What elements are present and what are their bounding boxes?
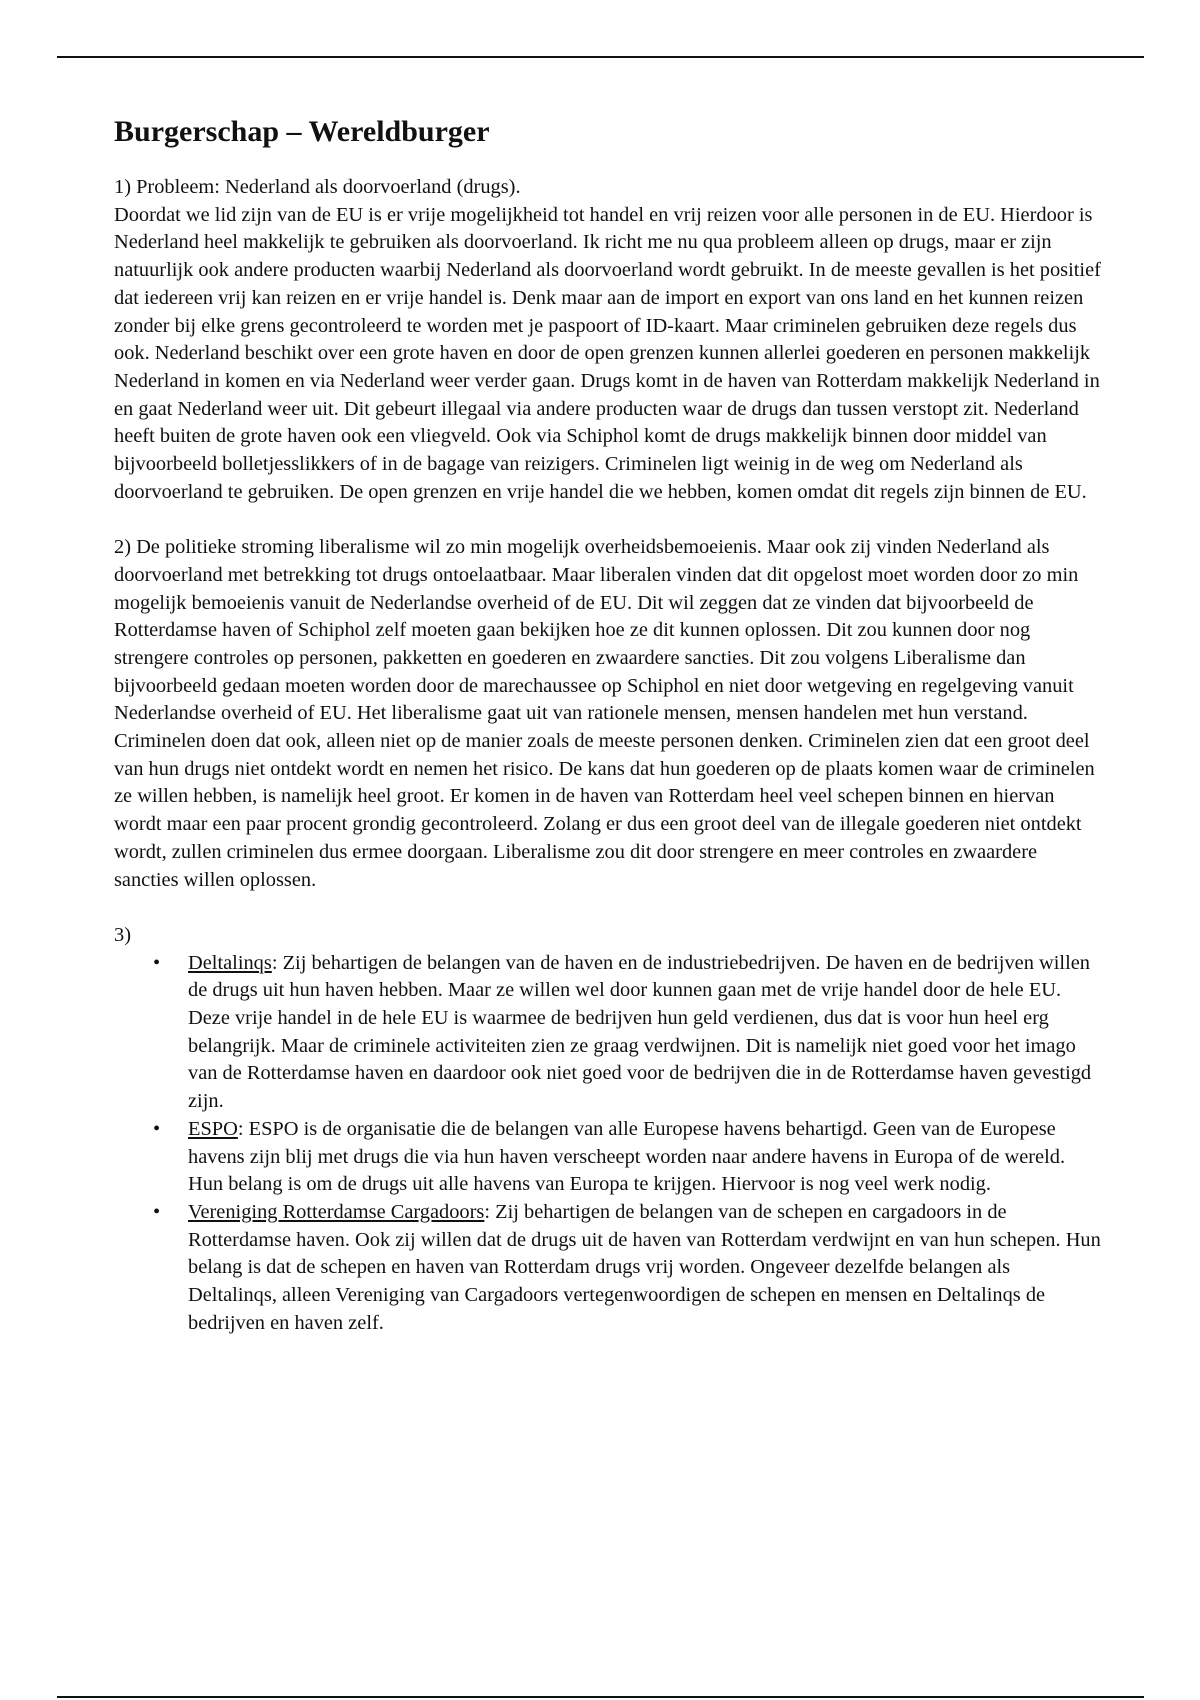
list-item-text: : ESPO is de organisatie die de belangen van alle Europese havens behartigd. Geen van de Europese havens zijn blij met drugs die via hun haven verscheept worden naar andere havens in Europa of de wereld. Hun belang is om de drugs uit alle havens van Europa te krijgen. Hiervoor is nog veel werk nodig.	[188, 1117, 1066, 1196]
stakeholder-list	[114, 950, 1104, 1338]
bullet-icon: •	[153, 1200, 161, 1223]
paragraph-gap	[114, 506, 1104, 534]
document-title: Burgerschap – Wereldburger	[114, 115, 490, 148]
document-body	[114, 112, 1104, 1338]
section-1-body: Doordat we lid zijn van de EU is er vrije mogelijkheid tot handel en vrij reizen voor alle personen in de EU. Hierdoor is Nederland heel makkelijk te gebruiken als doorvoerland. Ik richt me nu qua probleem alleen op drugs, maar er zijn natuurlijk ook andere producten waarbij Nederland als doorvoerland wordt gebruikt. In de meeste gevallen is het positief dat iedereen vrij kan reizen en er vrije handel is. Denk maar aan de import en export van ons land en het kunnen reizen zonder bij elke grens gecontroleerd te worden met je paspoort of ID-kaart. Maar criminelen gebruiken deze regels dus ook. Nederland beschikt over een grote haven en door de open grenzen kunnen allerlei goederen en personen makkelijk Nederland in komen en via Nederland weer verder gaan. Drugs komt in de haven van Rotterdam makkelijk Nederland in en gaat Nederland weer uit. Dit gebeurt illegaal via andere producten waar de drugs dan tussen verstopt zit. Nederland heeft buiten de grote haven ook een vliegveld. Ook via Schiphol komt de drugs makkelijk binnen door middel van bijvoorbeeld bolletjesslikkers of in de bagage van reizigers. Criminelen ligt weinig in de weg om Nederland als doorvoerland te gebruiken. De open grenzen en vrije handel die we hebben, komen omdat dit regels zijn binnen de EU.	[114, 203, 1101, 503]
list-item-text: : Zij behartigen de belangen van de haven en de industriebedrijven. De haven en de bedrijven willen de drugs uit hun haven hebben. Maar ze willen wel door kunnen gaan met de vrije handel door de hele EU. Deze vrije handel in de hele EU is waarmee de bedrijven hun geld verdienen, dus dat is voor hun heel erg belangrijk. Maar de criminele activiteiten zien ze graag verdwijnen. Dit is namelijk niet goed voor het imago van de Rotterdamse haven en daardoor ook niet goed voor de bedrijven die in de Rotterdamse haven gevestigd zijn.	[188, 951, 1092, 1113]
bullet-icon: •	[153, 1117, 161, 1140]
paragraph-gap	[114, 894, 1104, 922]
list-item-cargadoors	[114, 1199, 1104, 1338]
org-name-cargadoors: Vereniging Rotterdamse Cargadoors	[188, 1200, 485, 1223]
section-3-heading: 3)	[114, 923, 131, 946]
section-1-heading: 1) Probleem: Nederland als doorvoerland (drugs).	[114, 176, 521, 198]
list-item-espo	[114, 1116, 1104, 1199]
org-name-deltalinqs: Deltalinqs	[188, 951, 272, 974]
header-rule	[57, 56, 1144, 58]
bullet-icon: •	[153, 951, 161, 974]
org-name-espo: ESPO	[188, 1117, 238, 1140]
list-item-deltalinqs	[114, 950, 1104, 1116]
list-item-text: : Zij behartigen de belangen van de schepen en cargadoors in de Rotterdamse haven. Ook zij willen dat de drugs uit de haven van Rotterdam verdwijnt en van hun schepen. Hun belang is dat de schepen en haven van Rotterdam drugs vrij worden. Ongeveer dezelfde belangen als Deltalinqs, alleen Vereniging van Cargadoors vertegenwoordigen de schepen en mensen en Deltalinqs de bedrijven en haven zelf.	[188, 1200, 1101, 1334]
footer-rule	[57, 1696, 1144, 1698]
section-2-body: 2) De politieke stroming liberalisme wil zo min mogelijk overheidsbemoeienis. Maar ook zij vinden Nederland als doorvoerland met betrekking tot drugs ontoelaatbaar. Maar liberalen vinden dat dit opgelost moet worden door zo min mogelijk bemoeienis vanuit de Nederlandse overheid of de EU. Dit wil zeggen dat ze vinden dat bijvoorbeeld de Rotterdamse haven of Schiphol zelf moeten gaan bekijken hoe ze dit kunnen oplossen. Dit zou kunnen door nog strengere controles op personen, pakketten en goederen en zwaardere sancties. Dit zou volgens Liberalisme dan bijvoorbeeld gedaan moeten worden door de marechaussee op Schiphol en niet door wetgeving en regelgeving vanuit Nederlandse overheid of EU. Het liberalisme gaat uit van rationele mensen, mensen handelen met hun verstand. Criminelen doen dat ook, alleen niet op de manier zoals de meeste personen denken. Criminelen zien dat een groot deel van hun drugs niet ontdekt wordt en nemen het risico. De kans dat hun goederen op de plaats komen waar de criminelen ze willen hebben, is namelijk heel groot. Er komen in de haven van Rotterdam heel veel schepen binnen en hiervan wordt maar een paar procent grondig gecontroleerd. Zolang er dus een groot deel van de illegale goederen niet ontdekt wordt, zullen criminelen dus ermee doorgaan. Liberalisme zou dit door strengere en meer controles en zwaardere sancties willen oplossen.	[114, 536, 1095, 891]
